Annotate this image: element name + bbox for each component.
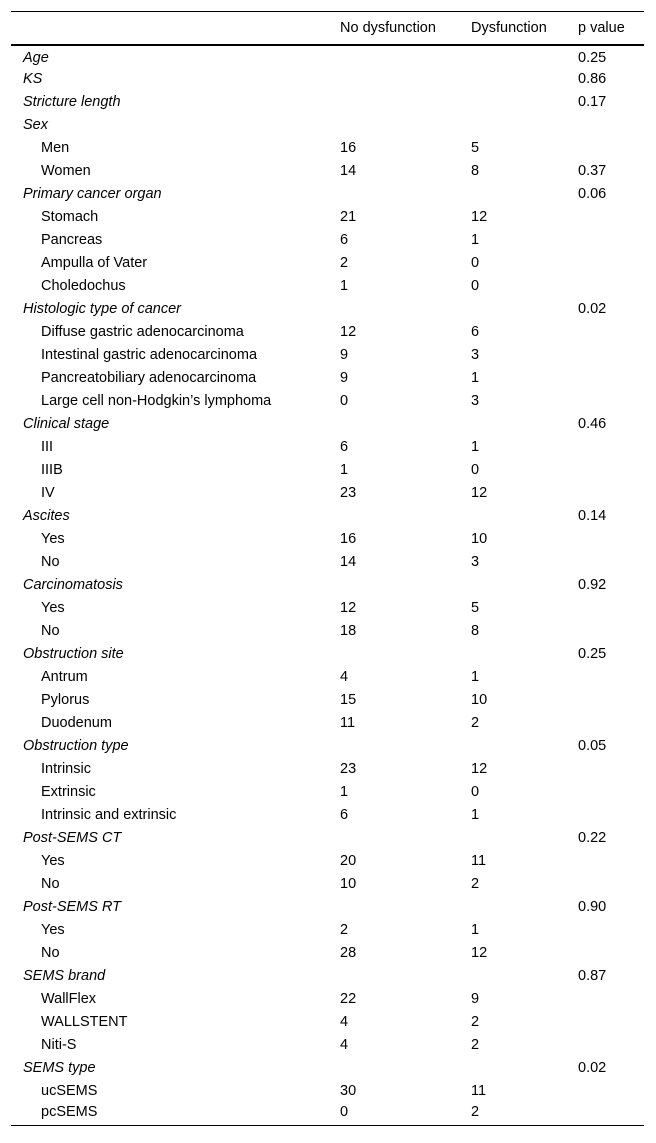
category-row <box>11 114 644 137</box>
row-label: Stricture length <box>23 94 121 110</box>
dysfunction-cell: 3 <box>471 347 480 363</box>
row-label: Intrinsic <box>41 761 91 777</box>
table-row <box>11 620 644 643</box>
table-row <box>11 1103 644 1126</box>
dysfunction-cell: 8 <box>471 623 480 639</box>
results-table-container <box>11 11 644 1126</box>
p-value-cell <box>578 666 644 689</box>
row-label: Large cell non-Hodgkin’s lymphoma <box>41 393 272 409</box>
no-dysfunction-cell <box>340 827 471 850</box>
p-value-cell <box>578 1103 644 1126</box>
row-label: KS <box>23 71 43 87</box>
dysfunction-cell <box>471 114 578 137</box>
p-value-cell <box>578 620 644 643</box>
row-label: Duodenum <box>41 715 112 731</box>
row-label: Pancreatobiliary adenocarcinoma <box>41 370 257 386</box>
dysfunction-cell: 8 <box>471 163 480 179</box>
row-label: Obstruction type <box>23 738 129 754</box>
no-dysfunction-cell: 4 <box>340 669 349 685</box>
header-label <box>11 12 340 45</box>
table-row <box>11 252 644 275</box>
category-row <box>11 413 644 436</box>
row-label: Intestinal gastric adenocarcinoma <box>41 347 258 363</box>
dysfunction-cell: 1 <box>471 439 480 455</box>
results-table <box>11 11 644 1126</box>
dysfunction-cell: 12 <box>471 761 488 777</box>
table-row <box>11 689 644 712</box>
p-value-cell <box>578 758 644 781</box>
no-dysfunction-cell <box>340 45 471 68</box>
p-value-cell <box>578 436 644 459</box>
row-label: pcSEMS <box>41 1104 98 1121</box>
no-dysfunction-cell <box>340 68 471 91</box>
dysfunction-cell: 2 <box>471 876 480 892</box>
dysfunction-cell: 0 <box>471 278 480 294</box>
table-row <box>11 850 644 873</box>
no-dysfunction-cell: 21 <box>340 209 357 225</box>
row-label: Primary cancer organ <box>23 186 162 202</box>
category-row <box>11 1057 644 1080</box>
no-dysfunction-cell <box>340 114 471 137</box>
row-label: Pancreas <box>41 232 103 248</box>
category-row <box>11 827 644 850</box>
category-row <box>11 68 644 91</box>
dysfunction-cell <box>471 643 578 666</box>
no-dysfunction-cell: 6 <box>340 807 349 823</box>
dysfunction-cell: 0 <box>471 462 480 478</box>
row-label: Stomach <box>41 209 99 225</box>
no-dysfunction-cell: 9 <box>340 347 349 363</box>
row-label: Sex <box>23 117 48 133</box>
dysfunction-cell: 10 <box>471 692 488 708</box>
row-label: Obstruction site <box>23 646 124 662</box>
dysfunction-cell <box>471 896 578 919</box>
row-label: Yes <box>41 531 65 547</box>
p-value-cell: 0.02 <box>578 301 607 317</box>
p-value-cell: 0.90 <box>578 899 607 915</box>
no-dysfunction-cell: 12 <box>340 600 357 616</box>
dysfunction-cell <box>471 574 578 597</box>
category-row <box>11 298 644 321</box>
no-dysfunction-cell: 16 <box>340 140 357 156</box>
dysfunction-cell: 12 <box>471 209 488 225</box>
row-label: Choledochus <box>41 278 126 294</box>
dysfunction-cell: 3 <box>471 554 480 570</box>
row-label: Intrinsic and extrinsic <box>41 807 177 823</box>
no-dysfunction-cell: 18 <box>340 623 357 639</box>
row-label: Age <box>23 49 49 66</box>
p-value-cell <box>578 1080 644 1103</box>
dysfunction-cell: 2 <box>471 1104 480 1121</box>
no-dysfunction-cell <box>340 574 471 597</box>
no-dysfunction-cell: 11 <box>340 715 356 731</box>
p-value-cell: 0.02 <box>578 1060 607 1076</box>
p-value-cell <box>578 114 644 137</box>
no-dysfunction-cell: 4 <box>340 1037 349 1053</box>
dysfunction-cell <box>471 413 578 436</box>
header-no-dysfunction: No dysfunction <box>340 19 436 36</box>
table-row <box>11 275 644 298</box>
row-label: Men <box>41 140 70 156</box>
table-row <box>11 344 644 367</box>
no-dysfunction-cell: 14 <box>340 163 357 179</box>
table-row <box>11 1080 644 1103</box>
table-row <box>11 137 644 160</box>
table-row <box>11 459 644 482</box>
row-label: Niti-S <box>41 1037 77 1053</box>
p-value-cell: 0.25 <box>578 646 607 662</box>
dysfunction-cell <box>471 735 578 758</box>
no-dysfunction-cell: 2 <box>340 922 349 938</box>
dysfunction-cell: 3 <box>471 393 480 409</box>
dysfunction-cell <box>471 1057 578 1080</box>
no-dysfunction-cell: 0 <box>340 1104 349 1121</box>
table-row <box>11 482 644 505</box>
row-label: No <box>41 623 60 639</box>
row-label: Histologic type of cancer <box>23 301 181 317</box>
table-row <box>11 551 644 574</box>
category-row <box>11 91 644 114</box>
no-dysfunction-cell <box>340 505 471 528</box>
table-row <box>11 712 644 735</box>
row-label: Yes <box>41 600 65 616</box>
dysfunction-cell <box>471 505 578 528</box>
category-row <box>11 183 644 206</box>
p-value-cell <box>578 206 644 229</box>
row-label: No <box>41 945 60 961</box>
category-row <box>11 505 644 528</box>
dysfunction-cell: 2 <box>471 1037 480 1053</box>
table-row <box>11 528 644 551</box>
dysfunction-cell: 6 <box>471 324 480 340</box>
table-row <box>11 873 644 896</box>
p-value-cell: 0.87 <box>578 968 607 984</box>
dysfunction-cell <box>471 68 578 91</box>
p-value-cell: 0.86 <box>578 71 607 87</box>
p-value-cell <box>578 367 644 390</box>
no-dysfunction-cell: 10 <box>340 876 357 892</box>
table-row <box>11 942 644 965</box>
table-row <box>11 321 644 344</box>
no-dysfunction-cell: 4 <box>340 1014 349 1030</box>
dysfunction-cell <box>471 45 578 68</box>
no-dysfunction-cell <box>340 1057 471 1080</box>
no-dysfunction-cell: 1 <box>340 462 349 478</box>
dysfunction-cell <box>471 91 578 114</box>
no-dysfunction-cell: 2 <box>340 255 349 271</box>
no-dysfunction-cell <box>340 413 471 436</box>
no-dysfunction-cell: 30 <box>340 1083 357 1099</box>
p-value-cell <box>578 873 644 896</box>
header-row <box>11 12 644 45</box>
no-dysfunction-cell: 1 <box>340 278 349 294</box>
row-label: Post-SEMS CT <box>23 830 122 846</box>
row-label: SEMS brand <box>23 968 106 984</box>
p-value-cell: 0.05 <box>578 738 607 754</box>
row-label: WallFlex <box>41 991 97 1007</box>
p-value-cell <box>578 344 644 367</box>
p-value-cell <box>578 919 644 942</box>
header-p-value: p value <box>578 19 625 36</box>
row-label: Antrum <box>41 669 88 685</box>
table-row <box>11 390 644 413</box>
row-label: Yes <box>41 922 65 938</box>
no-dysfunction-cell <box>340 896 471 919</box>
no-dysfunction-cell: 1 <box>340 784 349 800</box>
table-row <box>11 988 644 1011</box>
category-row <box>11 643 644 666</box>
no-dysfunction-cell: 28 <box>340 945 357 961</box>
row-label: Carcinomatosis <box>23 577 123 593</box>
row-label: Extrinsic <box>41 784 96 800</box>
no-dysfunction-cell: 23 <box>340 761 357 777</box>
p-value-cell <box>578 551 644 574</box>
p-value-cell <box>578 137 644 160</box>
no-dysfunction-cell: 0 <box>340 393 349 409</box>
table-row <box>11 597 644 620</box>
p-value-cell <box>578 321 644 344</box>
p-value-cell: 0.37 <box>578 163 607 179</box>
dysfunction-cell: 1 <box>471 232 480 248</box>
dysfunction-cell: 5 <box>471 600 480 616</box>
p-value-cell: 0.25 <box>578 49 607 66</box>
no-dysfunction-cell: 9 <box>340 370 349 386</box>
row-label: Pylorus <box>41 692 90 708</box>
header-dysfunction: Dysfunction <box>471 19 547 36</box>
no-dysfunction-cell <box>340 965 471 988</box>
table-row <box>11 804 644 827</box>
dysfunction-cell: 2 <box>471 1014 480 1030</box>
no-dysfunction-cell <box>340 643 471 666</box>
dysfunction-cell: 1 <box>471 922 480 938</box>
row-label: Diffuse gastric adenocarcinoma <box>41 324 244 340</box>
p-value-cell: 0.46 <box>578 416 607 432</box>
dysfunction-cell: 11 <box>471 853 487 869</box>
row-label: Ampulla of Vater <box>41 255 148 271</box>
table-row <box>11 781 644 804</box>
dysfunction-cell: 0 <box>471 784 480 800</box>
p-value-cell <box>578 781 644 804</box>
no-dysfunction-cell <box>340 735 471 758</box>
table-row <box>11 666 644 689</box>
p-value-cell <box>578 689 644 712</box>
dysfunction-cell <box>471 827 578 850</box>
category-row <box>11 965 644 988</box>
row-label: Yes <box>41 853 65 869</box>
dysfunction-cell: 11 <box>471 1083 487 1099</box>
table-row <box>11 229 644 252</box>
p-value-cell <box>578 1034 644 1057</box>
table-row <box>11 160 644 183</box>
no-dysfunction-cell: 14 <box>340 554 357 570</box>
row-label: No <box>41 554 60 570</box>
p-value-cell <box>578 988 644 1011</box>
no-dysfunction-cell <box>340 183 471 206</box>
table-row <box>11 1034 644 1057</box>
p-value-cell <box>578 390 644 413</box>
category-row <box>11 735 644 758</box>
row-label: Post-SEMS RT <box>23 899 122 915</box>
category-row <box>11 896 644 919</box>
table-row <box>11 206 644 229</box>
p-value-cell <box>578 850 644 873</box>
dysfunction-cell: 12 <box>471 945 488 961</box>
dysfunction-cell <box>471 298 578 321</box>
p-value-cell <box>578 1011 644 1034</box>
table-header <box>11 12 644 45</box>
table-body <box>11 45 644 1126</box>
table-row <box>11 758 644 781</box>
p-value-cell <box>578 229 644 252</box>
no-dysfunction-cell <box>340 298 471 321</box>
table-row <box>11 367 644 390</box>
dysfunction-cell: 10 <box>471 531 488 547</box>
dysfunction-cell: 0 <box>471 255 480 271</box>
p-value-cell: 0.06 <box>578 186 607 202</box>
row-label: Clinical stage <box>23 416 110 432</box>
p-value-cell: 0.22 <box>578 830 607 846</box>
no-dysfunction-cell: 6 <box>340 232 349 248</box>
table-row <box>11 919 644 942</box>
category-row <box>11 574 644 597</box>
dysfunction-cell: 12 <box>471 485 488 501</box>
dysfunction-cell: 5 <box>471 140 480 156</box>
no-dysfunction-cell: 22 <box>340 991 357 1007</box>
p-value-cell <box>578 252 644 275</box>
row-label: ucSEMS <box>41 1083 98 1099</box>
row-label: Ascites <box>23 508 70 524</box>
no-dysfunction-cell: 6 <box>340 439 349 455</box>
dysfunction-cell: 2 <box>471 715 480 731</box>
row-label: No <box>41 876 60 892</box>
row-label: IV <box>41 485 55 501</box>
p-value-cell <box>578 275 644 298</box>
no-dysfunction-cell: 16 <box>340 531 357 547</box>
dysfunction-cell: 1 <box>471 370 480 386</box>
category-row <box>11 45 644 68</box>
no-dysfunction-cell: 15 <box>340 692 357 708</box>
row-label: SEMS type <box>23 1060 96 1076</box>
no-dysfunction-cell <box>340 91 471 114</box>
no-dysfunction-cell: 12 <box>340 324 357 340</box>
no-dysfunction-cell: 23 <box>340 485 357 501</box>
p-value-cell <box>578 942 644 965</box>
p-value-cell: 0.17 <box>578 94 607 110</box>
p-value-cell <box>578 804 644 827</box>
dysfunction-cell: 9 <box>471 991 480 1007</box>
no-dysfunction-cell: 20 <box>340 853 357 869</box>
row-label: III <box>41 439 54 455</box>
p-value-cell <box>578 459 644 482</box>
table-row <box>11 1011 644 1034</box>
p-value-cell: 0.92 <box>578 577 607 593</box>
p-value-cell <box>578 712 644 735</box>
p-value-cell: 0.14 <box>578 508 607 524</box>
p-value-cell <box>578 597 644 620</box>
row-label: Women <box>41 163 91 179</box>
dysfunction-cell <box>471 183 578 206</box>
p-value-cell <box>578 482 644 505</box>
row-label: IIIB <box>41 462 63 478</box>
dysfunction-cell <box>471 965 578 988</box>
table-row <box>11 436 644 459</box>
dysfunction-cell: 1 <box>471 807 480 823</box>
row-label: WALLSTENT <box>41 1014 128 1030</box>
p-value-cell <box>578 528 644 551</box>
dysfunction-cell: 1 <box>471 669 480 685</box>
